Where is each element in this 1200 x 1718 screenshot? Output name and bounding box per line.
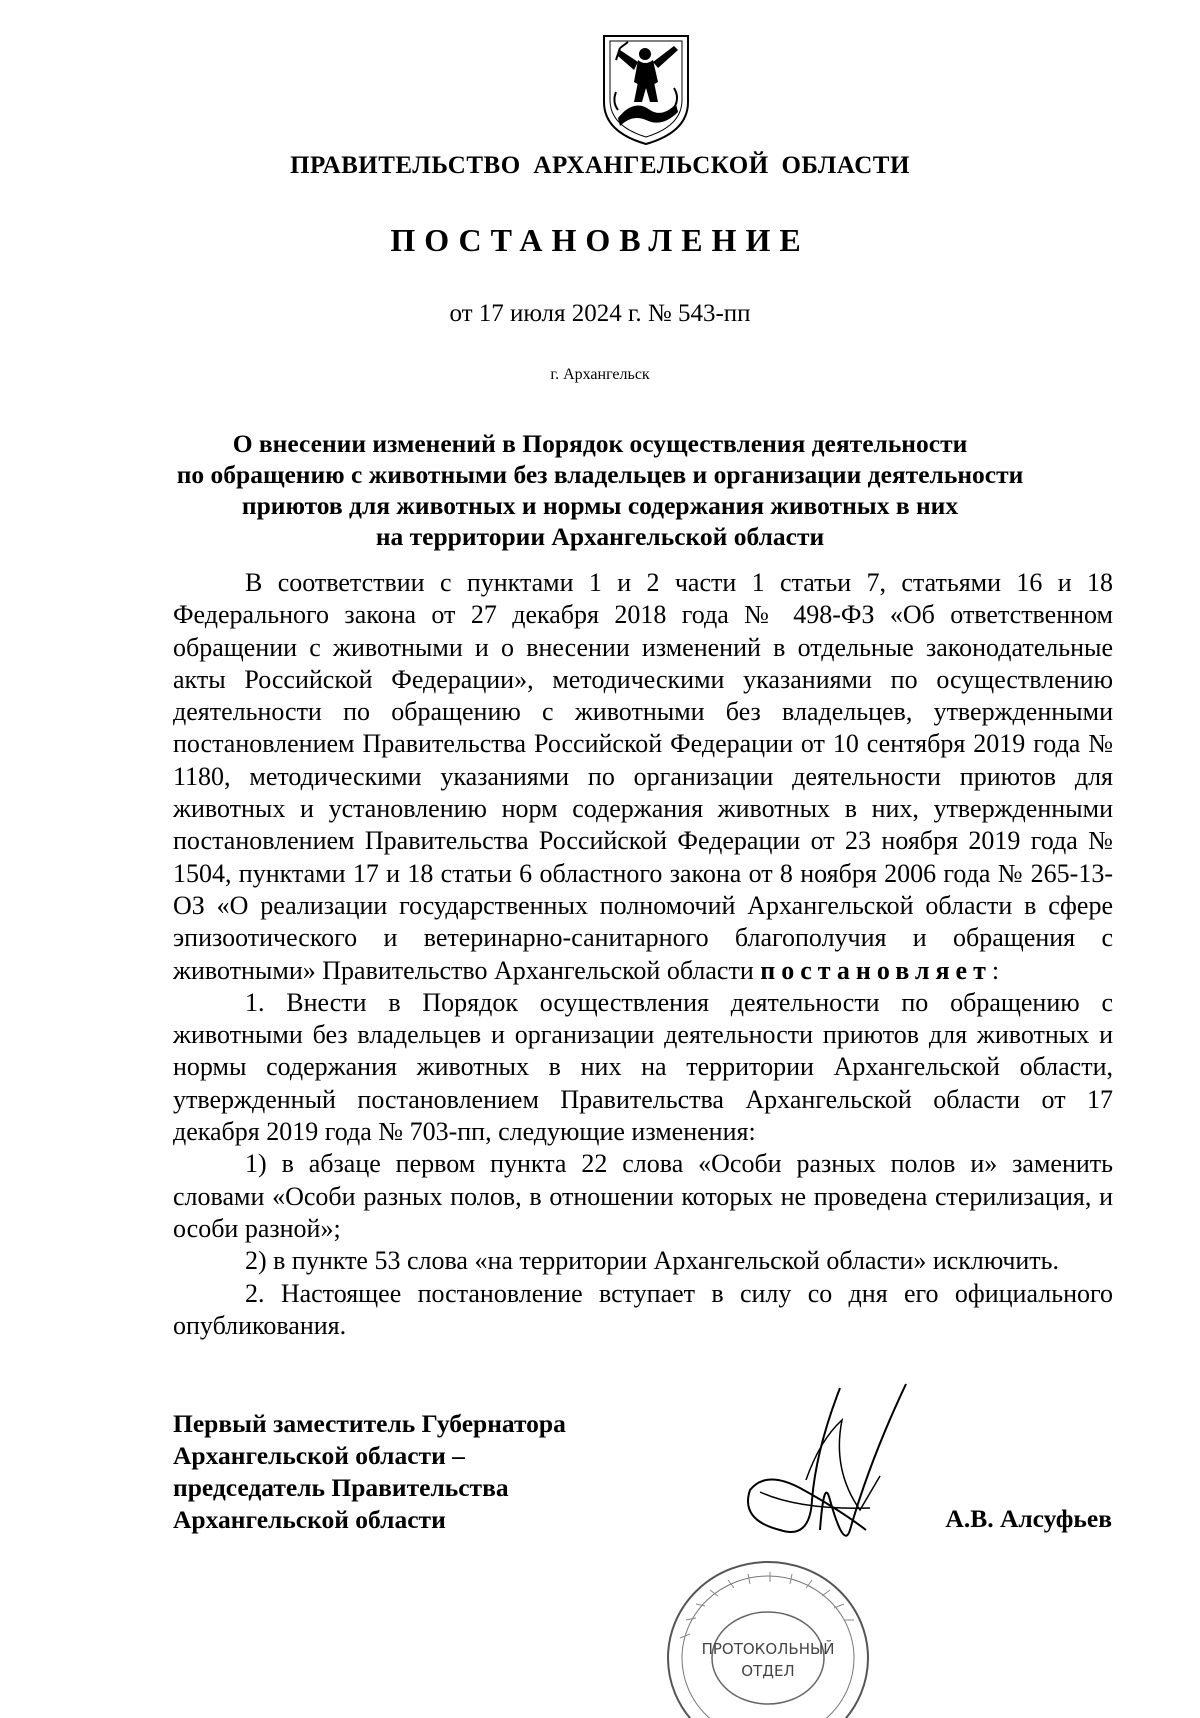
title-line: О внесении изменений в Порядок осуществления деятельности (232, 429, 968, 458)
position-line: Архангельской области (173, 1505, 446, 1534)
resolves-colon: : (991, 955, 1000, 985)
round-stamp-icon (650, 1548, 880, 1718)
position-line: Первый заместитель Губернатора (173, 1409, 566, 1438)
document-type: ПОСТАНОВЛЕНИЕ (390, 222, 810, 258)
preamble-text: В соответствии с пунктами 1 и 2 части 1 статьи 7, статьями 16 и 18 Федерального закона от 27 декабря 2018 года № 498-ФЗ «Об ответственном обращении с животными и о внесении изменений в отдельные законодательные акты Российской Федерации», методическими указаниями по осуществлению деятельности по обращению с животными без владельцев, утвержденными постановлением Правительства Российской Федерации от 10 сентября 2019 года № 1180, методическими указаниями по организации деятельности приютов для животных и установлению норм содержания животных в них, утвержденными постановлением Правительства Российской Федерации от 23 ноября 2019 года № 1504, пунктами 17 и 18 статьи 6 областного закона от 8 ноября 2006 года № 265-13-ОЗ «О реализации государственных полномочий Архангельской области в сфере эпизоотического и ветеринарно-санитарного благополучия и обращения с животными» Правительство Архангельской области (173, 568, 1113, 985)
resolves-word: постановляет (760, 955, 992, 985)
signatory-name: А.В. Алсуфьев (945, 1504, 1112, 1533)
stamp-text-top: ПРОТОКОЛЬНЫЙ (701, 1640, 835, 1658)
signatory-position (173, 1408, 566, 1536)
item-1-1-paragraph: 1) в абзаце первом пункта 22 слова «Особи разных полов и» заменить словами «Особи разных полов, в отношении которых не проведена стерилизация, и особи разной»; (173, 1149, 1113, 1243)
document-date-number: от 17 июля 2024 г. № 543-пп (449, 300, 751, 327)
item-2-paragraph: 2. Настоящее постановление вступает в силу со дня его официального опубликования. (173, 1278, 1113, 1340)
stamp-text-bottom: ОТДЕЛ (741, 1662, 795, 1680)
position-line: Архангельской области – (173, 1441, 465, 1470)
organization-name: ПРАВИТЕЛЬСТВО АРХАНГЕЛЬСКОЙ ОБЛАСТИ (290, 152, 910, 179)
title-line: приютов для животных и нормы содержания животных в них (241, 491, 959, 520)
position-line: председатель Правительства (173, 1473, 509, 1502)
coat-of-arms-icon (598, 32, 694, 148)
title-line: на территории Архангельской области (375, 522, 825, 551)
preamble-paragraph (173, 567, 1113, 987)
item-1-2-paragraph: 2) в пункте 53 слова «на территории Архангельской области» исключить. (245, 1246, 1060, 1276)
document-city: г. Архангельск (550, 366, 650, 383)
title-line: по обращению с животными без владельцев и организации деятельности (176, 460, 1024, 489)
item-1-paragraph: 1. Внести в Порядок осуществления деятельности по обращению с животными без владельцев и организации деятельности приютов для животных и нормы содержания животных в них на территории Архангельской области, утвержденный постановлением Правительства Архангельской области от 17 декабря 2019 года № 703-пп, следующие изменения: (173, 987, 1113, 1147)
document-body (173, 567, 1113, 1342)
document-title (170, 428, 1030, 552)
